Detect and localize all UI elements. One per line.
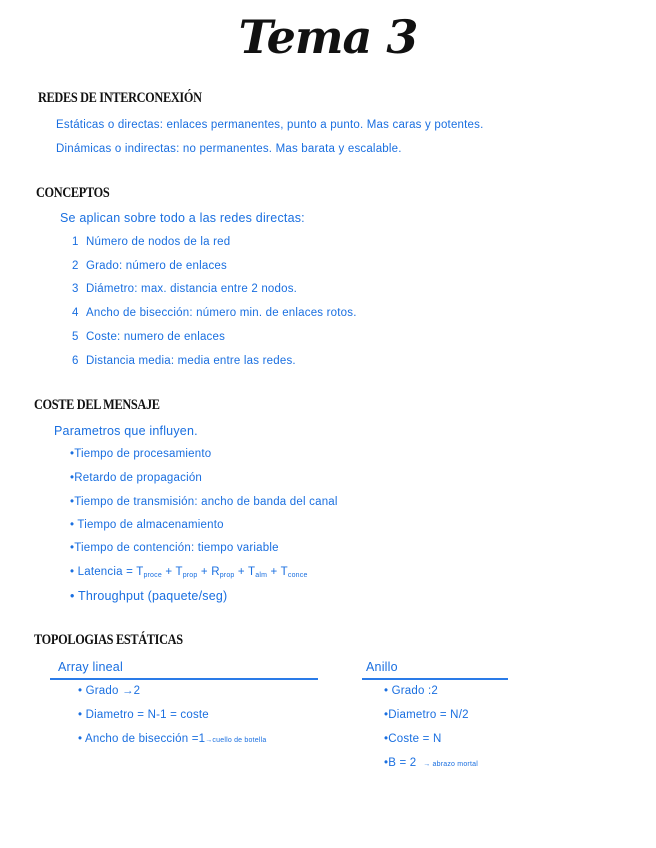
coste-item: • Tiempo de almacenamiento bbox=[70, 519, 224, 531]
latencia-sub: proce bbox=[143, 572, 162, 579]
array-biseccion-note: →cuello de botella bbox=[205, 737, 267, 744]
section-heading-topologias: TOPOLOGIAS ESTÁTICAS bbox=[34, 632, 183, 648]
anillo-item: •Coste = N bbox=[384, 733, 442, 745]
coste-intro: Parametros que influyen. bbox=[54, 424, 198, 438]
concept-text: Grado: número de enlaces bbox=[86, 260, 227, 272]
latencia-term: + T bbox=[161, 566, 183, 578]
array-item: • Diametro = N-1 = coste bbox=[78, 709, 209, 721]
latencia-term: + R bbox=[197, 566, 220, 578]
anillo-item: • Grado :2 bbox=[384, 685, 438, 697]
redes-line-estaticas: Estáticas o directas: enlaces permanentes, punto a punto. Mas caras y potentes. bbox=[56, 119, 484, 131]
coste-item: •Tiempo de procesamiento bbox=[70, 448, 212, 460]
array-title: Array lineal bbox=[58, 660, 123, 674]
concept-text: Ancho de bisección: número min. de enlaces rotos. bbox=[86, 307, 357, 319]
array-biseccion-text: • Ancho de bisección =1 bbox=[78, 733, 206, 745]
latencia-sub: conce bbox=[287, 572, 308, 579]
concept-number: 2 bbox=[72, 260, 79, 272]
concept-number: 6 bbox=[72, 355, 79, 367]
concept-text: Número de nodos de la red bbox=[86, 236, 231, 248]
latencia-term: + T bbox=[234, 566, 256, 578]
latencia-label: • Latencia = T bbox=[70, 566, 144, 578]
array-item: • Grado →2 bbox=[78, 685, 141, 697]
coste-item: •Tiempo de transmisión: ancho de banda del canal bbox=[70, 496, 338, 508]
coste-item: •Tiempo de contención: tiempo variable bbox=[70, 542, 279, 554]
latencia-term: + T bbox=[267, 566, 288, 578]
concept-number: 3 bbox=[72, 283, 79, 295]
anillo-b bbox=[384, 757, 478, 769]
concept-item bbox=[72, 331, 225, 343]
redes-line-dinamicas: Dinámicas o indirectas: no permanentes. Mas barata y escalable. bbox=[56, 143, 402, 155]
concept-item bbox=[72, 283, 297, 295]
concept-item bbox=[72, 307, 357, 319]
concept-text: Distancia media: media entre las redes. bbox=[86, 355, 296, 367]
conceptos-intro: Se aplican sobre todo a las redes directas: bbox=[60, 211, 305, 225]
anillo-item: •Diametro = N/2 bbox=[384, 709, 469, 721]
latencia-formula bbox=[70, 566, 308, 579]
coste-item: •Retardo de propagación bbox=[70, 472, 203, 484]
concept-text: Diámetro: max. distancia entre 2 nodos. bbox=[86, 283, 298, 295]
concept-item bbox=[72, 260, 227, 272]
throughput-item: • Throughput (paquete/seg) bbox=[70, 589, 228, 603]
latencia-sub: alm bbox=[255, 572, 268, 579]
anillo-b-note: → abrazo mortal bbox=[423, 761, 478, 768]
concept-number: 4 bbox=[72, 307, 79, 319]
array-underline bbox=[50, 678, 318, 680]
anillo-title: Anillo bbox=[366, 660, 398, 674]
concept-item bbox=[72, 355, 296, 367]
anillo-underline bbox=[362, 678, 508, 680]
concept-item bbox=[72, 236, 230, 248]
concept-text: Coste: numero de enlaces bbox=[86, 331, 226, 343]
array-biseccion bbox=[78, 733, 266, 745]
anillo-b-text: •B = 2 bbox=[384, 757, 417, 769]
concept-number: 1 bbox=[72, 236, 79, 248]
concept-number: 5 bbox=[72, 331, 79, 343]
latencia-sub: prop bbox=[182, 572, 198, 579]
section-heading-coste: COSTE DEL MENSAJE bbox=[34, 397, 160, 413]
latencia-sub: prop bbox=[219, 572, 235, 579]
page-title: Tema 3 bbox=[238, 10, 418, 64]
section-heading-redes: REDES DE INTERCONEXIÓN bbox=[38, 90, 202, 106]
section-heading-conceptos: CONCEPTOS bbox=[36, 185, 110, 201]
